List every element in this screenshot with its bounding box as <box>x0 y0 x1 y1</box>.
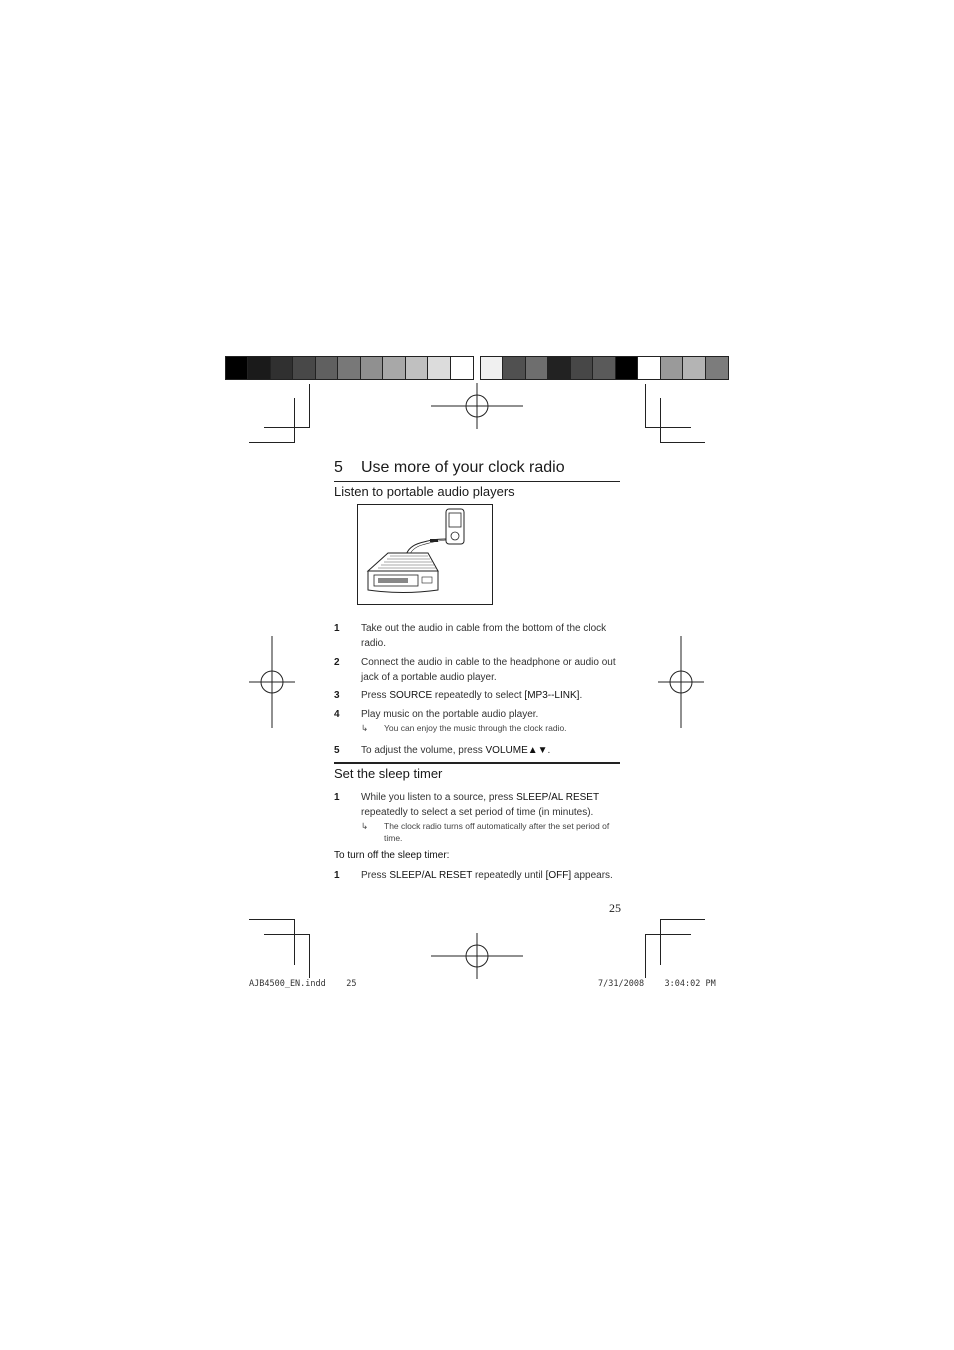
slug-file <box>249 979 357 989</box>
crop-mark <box>264 427 310 428</box>
step-text <box>361 868 623 883</box>
text-run: While you listen to a source, press <box>361 792 517 803</box>
color-swatch <box>406 357 428 379</box>
color-swatch <box>503 357 525 379</box>
registration-mark-bottom <box>431 933 523 979</box>
color-bar-right <box>480 356 729 380</box>
crop-mark <box>645 934 646 978</box>
slug-time: 3:04:02 PM <box>664 979 716 989</box>
color-swatch <box>248 357 270 379</box>
chapter-heading <box>334 458 620 482</box>
color-swatch <box>593 357 615 379</box>
result-text: The clock radio turns off automatically after the set period of time. <box>384 821 610 843</box>
crop-mark <box>645 384 646 428</box>
slug-date: 7/31/2008 <box>598 979 645 989</box>
button-name-sleep: SLEEP/AL RESET <box>516 792 599 803</box>
crop-mark <box>660 398 661 442</box>
color-swatch <box>383 357 405 379</box>
slug-filename: AJB4500_EN.indd <box>249 979 326 989</box>
text-run: Press <box>361 690 390 701</box>
display-value-off: [OFF] <box>545 870 572 881</box>
crop-mark <box>660 919 705 920</box>
color-swatch <box>271 357 293 379</box>
crop-mark <box>249 442 295 443</box>
step-text: Play music on the portable audio player. <box>361 709 539 720</box>
step-number: 3 <box>334 690 340 701</box>
subheading-turn-off: To turn off the sleep timer: <box>334 850 450 861</box>
step-number: 5 <box>334 745 340 756</box>
crop-mark <box>264 934 310 935</box>
slug-datetime <box>598 979 716 989</box>
text-run: . <box>579 690 583 701</box>
color-swatch <box>616 357 638 379</box>
display-value-mp3-link: [MP3--LINK] <box>524 690 580 701</box>
crop-mark <box>309 384 310 428</box>
text-run: . <box>547 745 551 756</box>
crop-mark <box>309 934 310 978</box>
step-number: 2 <box>334 657 340 668</box>
step-text <box>361 790 623 820</box>
crop-mark <box>249 919 295 920</box>
step-text <box>361 743 623 758</box>
button-name-sleep: SLEEP/AL RESET <box>389 870 473 881</box>
text-run: repeatedly to select a set period of time (in minutes). <box>361 807 594 818</box>
step-number: 1 <box>334 623 340 634</box>
step-text <box>361 688 623 703</box>
crop-mark <box>294 919 295 965</box>
step-text: Take out the audio in cable from the bottom of the clock radio. <box>361 623 607 649</box>
color-swatch <box>338 357 360 379</box>
result-arrow-icon: ↳ <box>361 821 369 831</box>
registration-mark-right <box>658 636 704 728</box>
button-name-source: SOURCE <box>389 690 433 701</box>
step-number: 1 <box>334 870 340 881</box>
text-run: repeatedly until <box>472 870 546 881</box>
text-run: repeatedly to select <box>432 690 525 701</box>
text-run: appears. <box>571 870 613 881</box>
text-run: To adjust the volume, press <box>361 745 486 756</box>
step-number: 1 <box>334 792 340 803</box>
color-swatch <box>293 357 315 379</box>
color-swatch <box>481 357 503 379</box>
slug-page: 25 <box>346 979 357 989</box>
result-text: You can enjoy the music through the clock radio. <box>384 723 567 733</box>
color-swatch <box>571 357 593 379</box>
color-bar-left <box>225 356 474 380</box>
color-swatch <box>548 357 570 379</box>
color-swatch <box>638 357 660 379</box>
color-swatch <box>428 357 450 379</box>
crop-mark <box>294 398 295 442</box>
chapter-title: Use more of your clock radio <box>361 459 565 476</box>
section-title-listen: Listen to portable audio players <box>334 484 515 499</box>
button-name-volume: VOLUME▲▼ <box>485 745 548 756</box>
color-swatch <box>316 357 338 379</box>
color-swatch <box>451 357 473 379</box>
color-swatch <box>661 357 683 379</box>
clock-radio-illustration <box>357 504 493 605</box>
registration-mark-left <box>249 636 295 728</box>
step-number: 4 <box>334 709 340 720</box>
section-divider <box>334 762 620 764</box>
color-swatch <box>683 357 705 379</box>
page-number: 25 <box>609 901 621 915</box>
color-swatch <box>526 357 548 379</box>
chapter-number: 5 <box>334 459 343 476</box>
color-swatch <box>226 357 248 379</box>
crop-mark <box>645 934 691 935</box>
crop-mark <box>660 442 705 443</box>
result-arrow-icon: ↳ <box>361 723 369 733</box>
section-title-sleep: Set the sleep timer <box>334 766 443 781</box>
color-swatch <box>361 357 383 379</box>
crop-mark <box>645 427 691 428</box>
step-text: Connect the audio in cable to the headphone or audio out jack of a portable audio player. <box>361 657 616 683</box>
clock-radio-with-player-icon <box>358 505 492 604</box>
crop-mark <box>660 919 661 965</box>
color-swatch <box>706 357 728 379</box>
registration-mark-top <box>431 383 523 429</box>
text-run: Press <box>361 870 390 881</box>
